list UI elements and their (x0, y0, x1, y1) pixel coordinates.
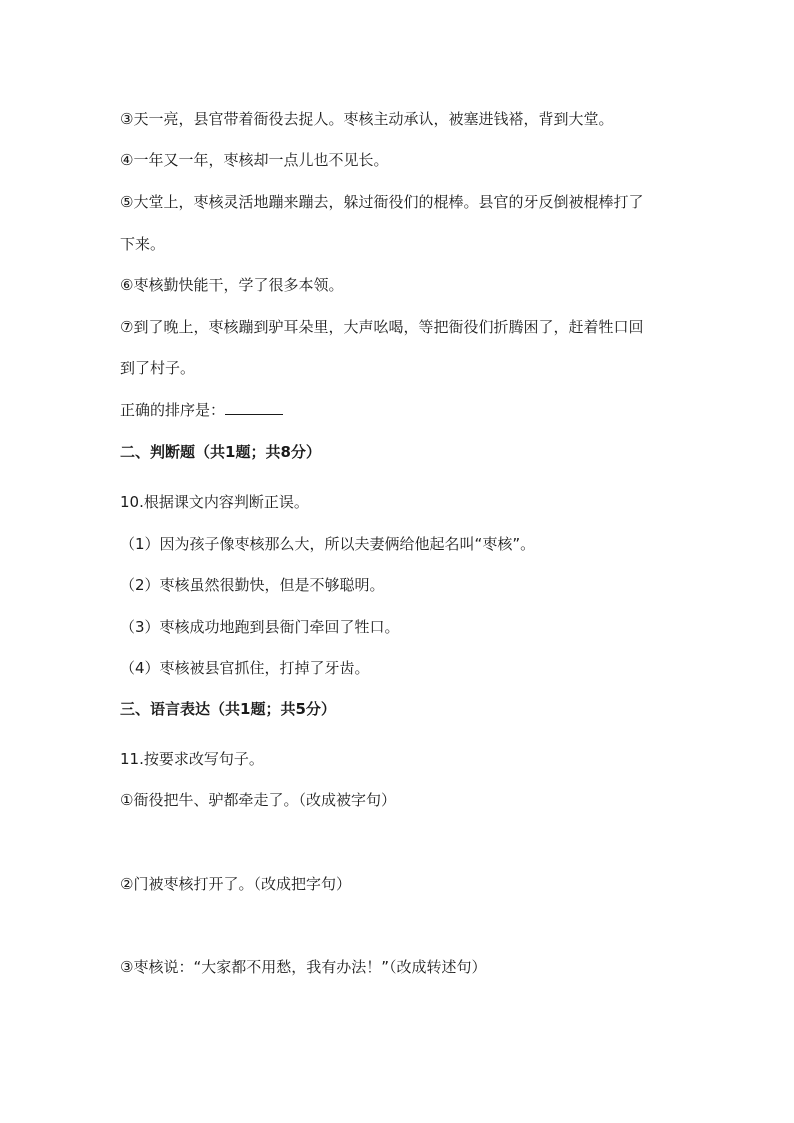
judgement-item-3: （3）枣核成功地跑到县衙门牵回了牲口。 (120, 618, 400, 636)
judgement-item-2: （2）枣核虽然很勤快，但是不够聪明。 (120, 576, 385, 594)
sequence-item-7-continued: 到了村子。 (120, 359, 196, 377)
sequence-item-4: ④一年又一年，枣核却一点儿也不见长。 (120, 151, 389, 169)
section-heading-judgement: 二、判断题（共1题；共8分） (120, 443, 321, 461)
sequence-item-5-continued: 下来。 (120, 235, 166, 253)
question-10: 10.根据课文内容判断正误。 (120, 493, 309, 511)
judgement-item-4: （4）枣核被县官抓住，打掉了牙齿。 (120, 659, 370, 677)
rewrite-item-3: ③枣核说：“大家都不用愁，我有办法！”（改成转述句） (120, 958, 487, 976)
answer-blank[interactable] (225, 400, 283, 415)
sequence-item-5: ⑤大堂上，枣核灵活地蹦来蹦去，躲过衙役们的棍棒。县官的牙反倒被棍棒打了 (120, 193, 644, 211)
answer-line (120, 400, 680, 420)
sequence-item-3: ③天一亮，县官带着衙役去捉人。枣核主动承认，被塞进钱褡，背到大堂。 (120, 110, 614, 128)
rewrite-item-2: ②门被枣核打开了。（改成把字句） (120, 875, 351, 893)
section-heading-expression: 三、语言表达（共1题；共5分） (120, 700, 336, 718)
sequence-item-6: ⑥枣核勤快能干，学了很多本领。 (120, 276, 344, 294)
sequence-item-7: ⑦到了晚上，枣核蹦到驴耳朵里，大声吆喝，等把衙役们折腾困了，赶着牲口回 (120, 318, 644, 336)
question-11: 11.按要求改写句子。 (120, 750, 264, 768)
judgement-item-1: （1）因为孩子像枣核那么大，所以夫妻俩给他起名叫“枣核”。 (120, 535, 536, 553)
rewrite-item-1: ①衙役把牛、驴都牵走了。（改成被字句） (120, 791, 396, 809)
answer-prompt: 正确的排序是： (120, 401, 226, 419)
